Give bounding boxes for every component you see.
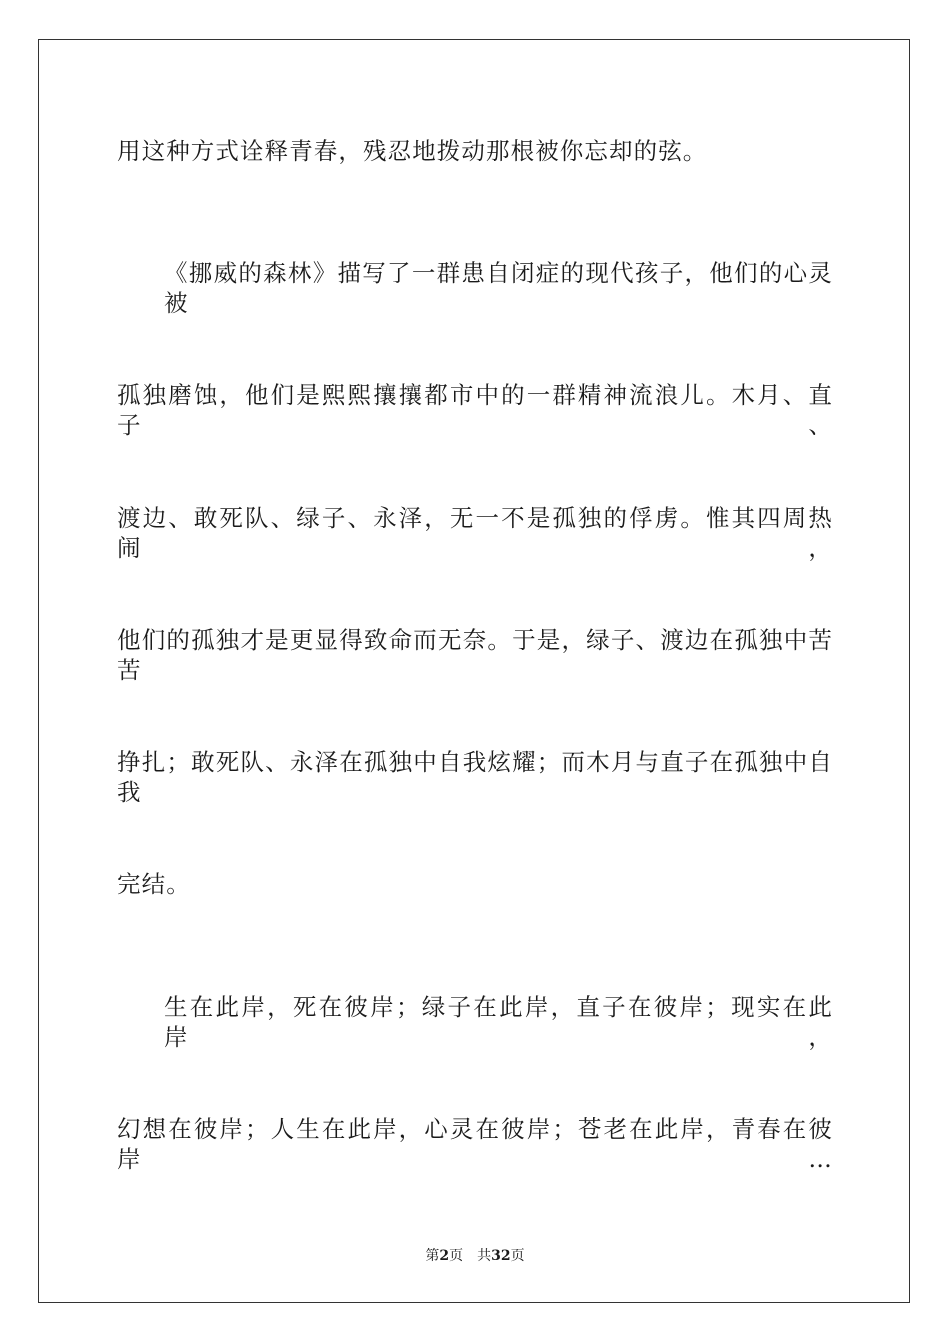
text-line-9: 幻想在彼岸；人生在此岸，心灵在彼岸；苍老在此岸，青春在彼岸…	[117, 1115, 833, 1173]
text-line-4: 渡边、敢死队、绿子、永泽，无一不是孤独的俘虏。惟其四周热闹，	[117, 504, 833, 562]
text-line-5: 他们的孤独才是更显得致命而无奈。于是，绿子、渡边在孤独中苦苦	[117, 626, 833, 684]
page-footer	[0, 1247, 950, 1265]
text-line-8: 生在此岸，死在彼岸；绿子在此岸，直子在彼岸；现实在此岸，	[164, 993, 833, 1051]
total-prefix: 共	[477, 1248, 492, 1264]
total-suffix: 页	[510, 1248, 525, 1264]
text-line-2: 《挪威的森林》描写了一群患自闭症的现代孩子，他们的心灵被	[164, 259, 833, 317]
text-line-6: 挣扎；敢死队、永泽在孤独中自我炫耀；而木月与直子在孤独中自我	[117, 748, 833, 806]
page-prefix: 第	[425, 1248, 440, 1264]
text-line-1: 用这种方式诠释青春，残忍地拨动那根被你忘却的弦。	[117, 137, 708, 165]
text-line-3: 孤独磨蚀，他们是熙熙攘攘都市中的一群精神流浪儿。木月、直子、	[117, 381, 833, 439]
page-suffix: 页	[449, 1248, 464, 1264]
text-line-7: 完结。	[117, 870, 191, 898]
total-pages: 32	[491, 1248, 511, 1264]
page-number: 2	[439, 1248, 450, 1264]
